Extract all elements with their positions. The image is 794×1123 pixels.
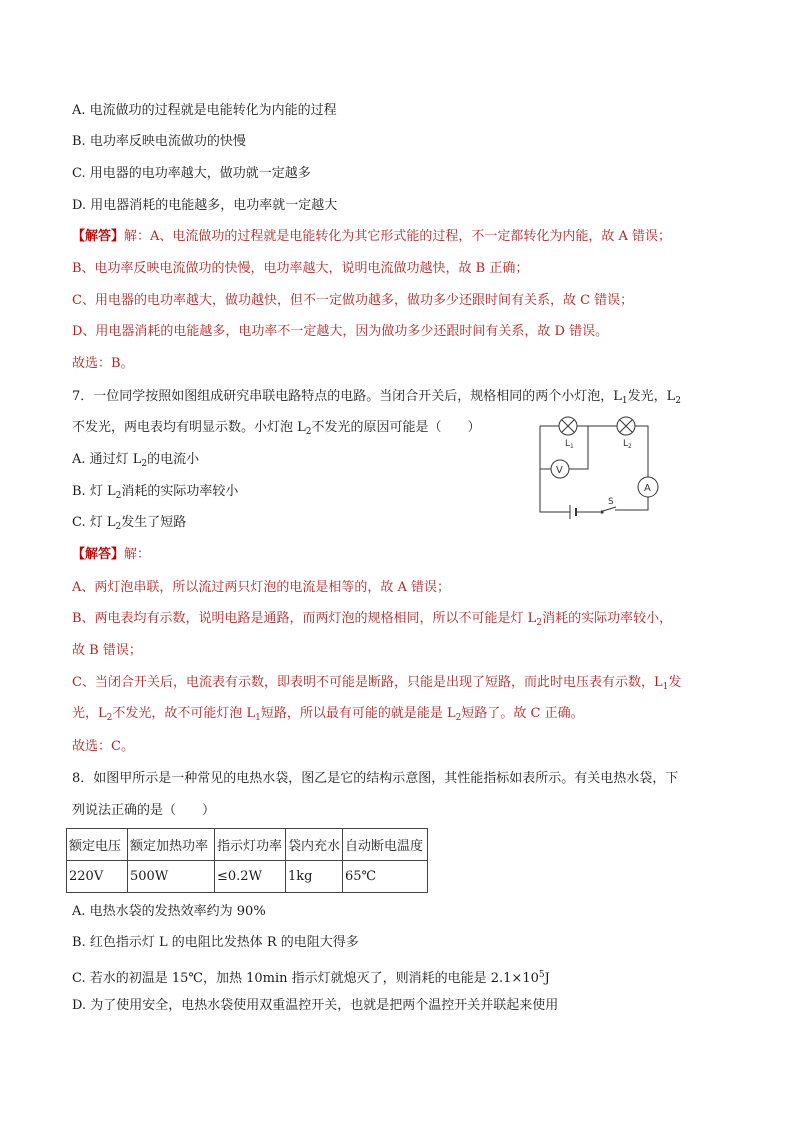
q8-option-b: B. 红色指示灯 L 的电阻比发热体 R 的电阻大得多 [72, 935, 359, 950]
battery-symbol [570, 505, 576, 519]
q7-choice: 故选：C。 [72, 739, 134, 754]
table-cell: 1kg [286, 861, 343, 893]
voltmeter-label: V [556, 465, 563, 476]
subscript: 1 [255, 713, 261, 723]
q7-answer-line-5 [72, 705, 584, 727]
answer-tag: 【解答】 [72, 229, 125, 244]
q6-answer-line-4: D、用电器消耗的电能越多，电功率不一定越大，因为做功多少还跟时间有关系，故 D 错误。 [72, 324, 609, 339]
lamp-l2-label: $L_2$ [623, 439, 632, 450]
q6-choice: 故选：B。 [72, 356, 134, 371]
option-text: 的电流小 [147, 452, 200, 467]
table-cell: ≤0.2W [215, 861, 286, 893]
table-cell: 65℃ [343, 861, 428, 893]
option-text: A. 通过灯 L [72, 452, 142, 467]
table-cell: 500W [128, 861, 215, 893]
subscript: 1 [621, 396, 628, 406]
q6-answer-line-3: C、用电器的电功率越大，做功越快，但不一定做功越多，做功多少还跟时间有关系，故 C 错误； [72, 293, 634, 308]
table-cell: 220V [67, 861, 128, 893]
lamp-l1-label: $L_1$ [565, 439, 574, 450]
answer-text: 发 [668, 675, 682, 690]
table-row [67, 861, 428, 893]
table-header-cell: 自动断电温度 [343, 829, 428, 861]
subscript: 2 [106, 713, 113, 723]
subscript: 2 [675, 396, 682, 406]
subscript: 2 [141, 459, 148, 469]
answer-text: 短路了。故 C 正确。 [461, 706, 584, 721]
answer-text: C、当闭合开关后，电流表有示数，即表明不可能是断路，只能是出现了短路，而此时电压表有示数，L [72, 675, 663, 690]
q7-answer-line-3: 故 B 错误； [72, 643, 142, 658]
switch-label: S [608, 497, 614, 507]
subscript: 2 [455, 713, 462, 723]
subscript: 2 [115, 522, 122, 532]
q7-stem-line-1 [72, 388, 681, 410]
q7-option-b [72, 483, 238, 505]
q7-stem-line-2 [72, 419, 481, 441]
q7-answer-line-2 [72, 610, 672, 632]
superscript: 5 [538, 970, 545, 980]
answer-text: B、两电表均有示数，说明电路是通路，而两灯泡的规格相同，所以不可能是灯 L [72, 611, 537, 626]
option-text: J [544, 971, 550, 986]
lamp-l2-symbol [617, 417, 635, 435]
lamp-l1-symbol [559, 417, 577, 435]
table-header-row [67, 829, 428, 861]
q7-answer-line-1: A、两灯泡串联，所以流过两只灯泡的电流是相等的，故 A 错误； [72, 580, 451, 595]
q7-stem-text: 7．一位同学按照如图组成研究串联电路特点的电路。当闭合开关后，规格相同的两个小灯泡，L [72, 389, 622, 404]
q6-answer-line-2: B、电功率反映电流做功的快慢，电功率越大，说明电流做功越快，故 B 正确； [72, 261, 529, 276]
q7-answer-line-4 [72, 674, 681, 696]
subscript: 2 [536, 618, 543, 628]
q7-answer-tag-line [72, 546, 150, 564]
q8-option-c [72, 966, 550, 988]
q8-stem-line-2: 列说法正确的是（ ） [72, 803, 216, 818]
option-text: C. 灯 L [72, 515, 116, 530]
q6-option-a: A. 电流做功的过程就是电能转化为内能的过程 [72, 103, 337, 118]
table-header-cell: 指示灯功率 [215, 829, 286, 861]
circuit-diagram [530, 408, 670, 520]
option-text: 消耗的实际功率较小 [121, 484, 239, 499]
q7-stem-text: 发光，L [627, 389, 676, 404]
answer-text: 消耗的实际功率较小， [542, 611, 673, 626]
option-text: B. 灯 L [72, 484, 116, 499]
table-header-cell: 额定加热功率 [128, 829, 215, 861]
answer-text: 光，L [72, 706, 107, 721]
subscript: 2 [305, 427, 312, 437]
q8-option-a: A. 电热水袋的发热效率约为 90% [72, 904, 266, 919]
ammeter-label: A [644, 483, 651, 494]
q8-stem-line-1: 8．如图甲所示是一种常见的电热水袋，图乙是它的结构示意图，其性能指标如表所示。有关电热水袋，下 [72, 771, 679, 786]
q6-option-d: D. 用电器消耗的电能越多，电功率就一定越大 [72, 198, 338, 213]
q6-option-b: B. 电功率反映电流做功的快慢 [72, 134, 246, 149]
spec-table [66, 828, 428, 893]
subscript: 2 [115, 491, 122, 501]
q7-stem-text: 不发光，两电表均有明显示数。小灯泡 L [72, 420, 306, 435]
switch-symbol [600, 507, 616, 514]
q8-option-d: D. 为了使用安全，电热水袋使用双重温控开关，也就是把两个温控开关并联起来使用 [72, 998, 559, 1013]
q7-stem-text: 不发光的原因可能是（ ） [311, 420, 481, 435]
q6-answer-text-1: 解：A、电流做功的过程就是电能转化为其它形式能的过程，不一定都转化为内能，故 A 错误； [124, 229, 672, 244]
subscript: 1 [662, 682, 669, 692]
option-text: C. 若水的初温是 15℃，加热 10min 指示灯就熄灭了，则消耗的电能是 2.1×10 [72, 971, 539, 986]
answer-tag: 【解答】 [72, 547, 125, 562]
q6-option-c: C. 用电器的电功率越大，做功就一定越多 [72, 166, 311, 181]
q7-option-c [72, 514, 186, 536]
answer-text: 不发光，故不可能灯泡 L [112, 706, 256, 721]
answer-text: 短路，所以最有可能的就是能是 L [260, 706, 456, 721]
table-header-cell: 袋内充水 [286, 829, 343, 861]
table-header-cell: 额定电压 [67, 829, 128, 861]
option-text: 发生了短路 [121, 515, 187, 530]
q6-answer-line-1 [72, 228, 671, 246]
q7-option-a [72, 451, 199, 473]
answer-tag-tail: 解： [124, 547, 151, 562]
